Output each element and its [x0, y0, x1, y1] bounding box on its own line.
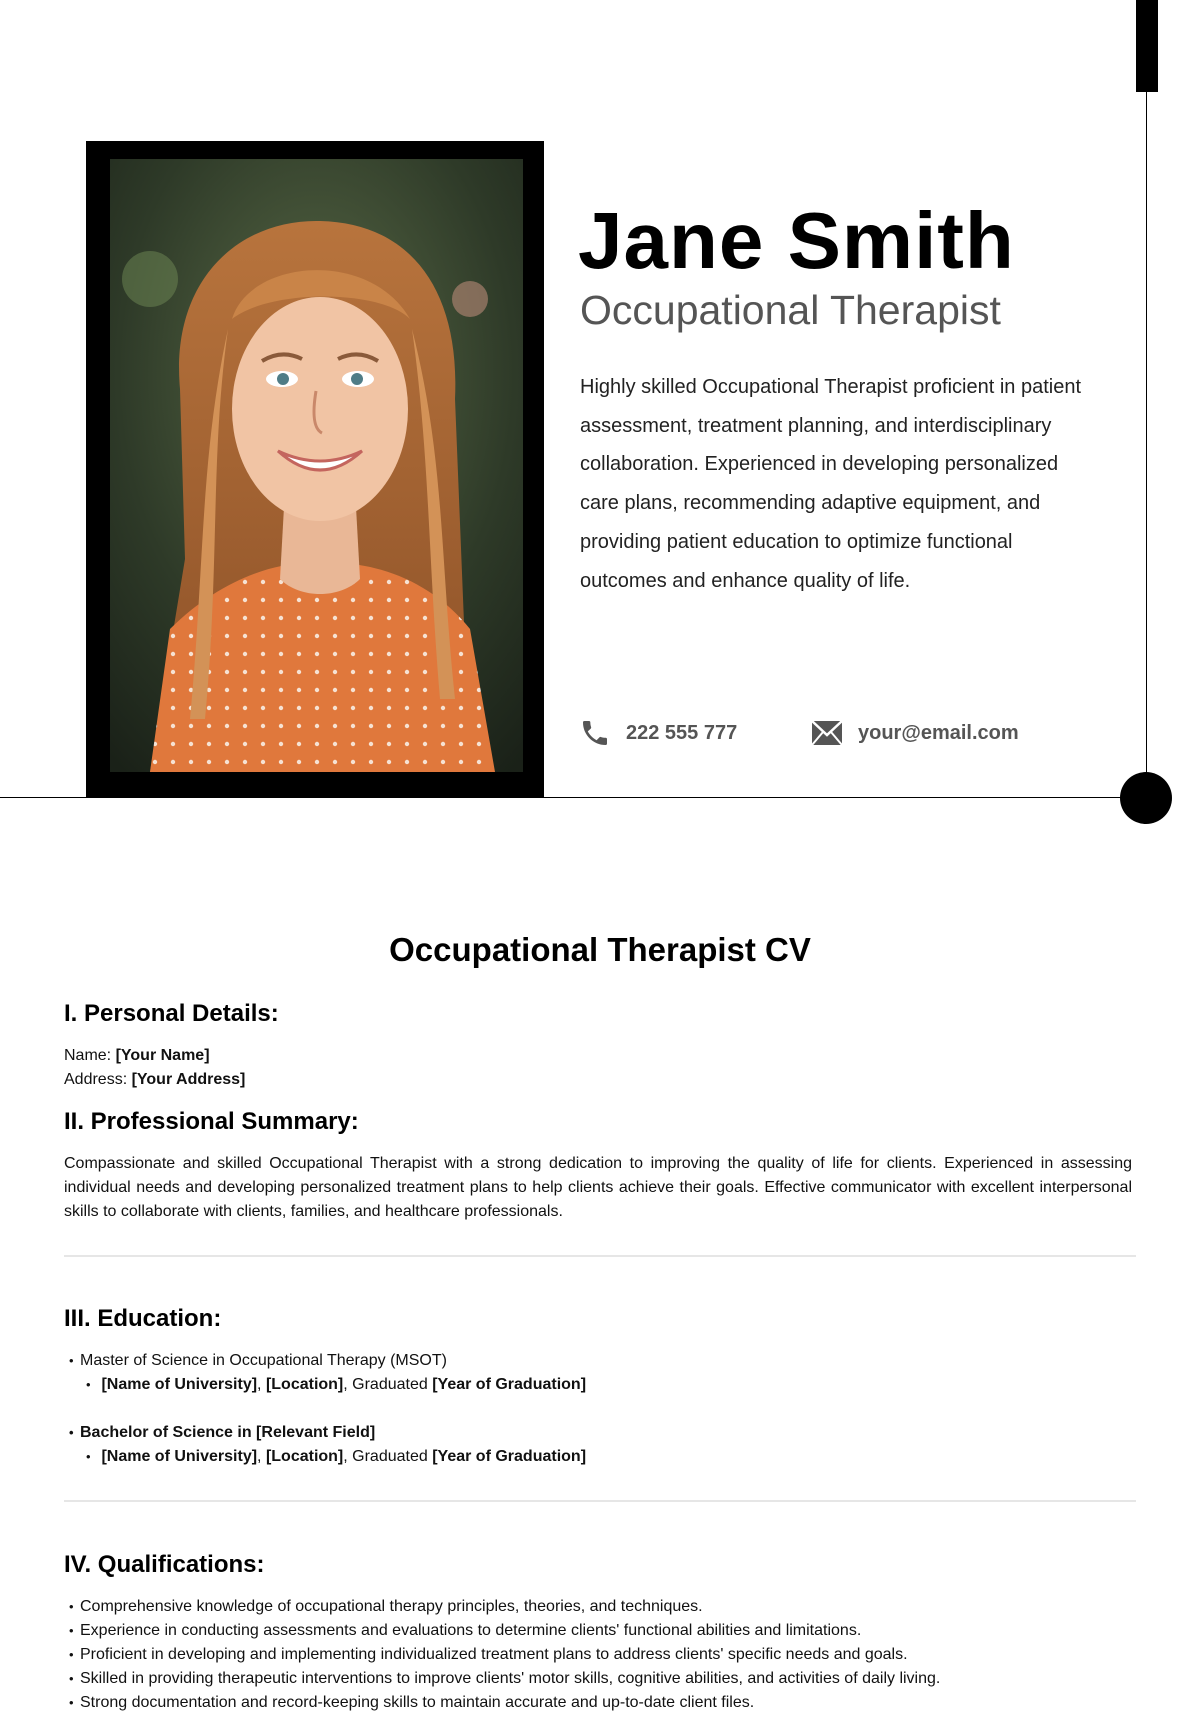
section-divider — [64, 1500, 1136, 1502]
section-heading-personal: I. Personal Details: — [64, 1000, 279, 1027]
section-heading-qualifications: IV. Qualifications: — [64, 1551, 265, 1578]
personal-address-row — [64, 1068, 245, 1092]
profile-photo — [110, 159, 523, 772]
contact-phone[interactable] — [578, 713, 737, 753]
name-value: [Your Name] — [115, 1047, 210, 1064]
vertical-rule — [1146, 0, 1147, 798]
summary-text: Compassionate and skilled Occupational Therapist with a strong dedication to improving the quality of life for clients. Experienced in assessing individual needs and developing personalized treatment plans to help clients achieve their goals. Effective communicator with excellent interpersonal skills to collaborate with clients, families, and healthcare professionals. — [64, 1155, 1132, 1220]
cv-title: Occupational Therapist CV — [389, 931, 811, 968]
top-accent-bar — [1136, 0, 1158, 92]
graduation-year: [Year of Graduation] — [432, 1376, 587, 1393]
address-label: Address: — [64, 1071, 128, 1088]
portrait-illustration — [110, 159, 523, 772]
section-heading-summary: II. Professional Summary: — [64, 1108, 359, 1135]
candidate-role: Occupational Therapist — [580, 287, 1001, 333]
profile-photo-frame — [86, 141, 544, 798]
graduated-label: Graduated — [352, 1448, 428, 1465]
qualification-item: • Proficient in developing and implementing individualized treatment plans to address clients' specific needs and goals. — [80, 1643, 908, 1667]
location: [Location] — [265, 1376, 344, 1393]
section-divider — [64, 1255, 1136, 1257]
name-label: Name: — [64, 1047, 112, 1064]
qualification-item: • Skilled in providing therapeutic interventions to improve clients' motor skills, cognitive abilities, and activities of daily living. — [80, 1667, 940, 1691]
phone-number: 222 555 777 — [626, 721, 738, 744]
graduation-year: [Year of Graduation] — [432, 1448, 587, 1465]
intro-paragraph: Highly skilled Occupational Therapist proficient in patient assessment, treatment planning, and interdisciplinary collaboration. Experienced in developing personalized care plans, recommending adaptive equipment, and providing patient education to optimize functional outcomes and enhance quality of life. — [580, 376, 1082, 592]
location: [Location] — [265, 1448, 344, 1465]
email-address: your@email.com — [858, 721, 1019, 744]
section-heading-education: III. Education: — [64, 1305, 222, 1332]
university: [Name of University] — [101, 1448, 258, 1465]
candidate-name: Jane Smith — [578, 196, 1015, 285]
university: [Name of University] — [101, 1376, 258, 1393]
qualification-item: • Comprehensive knowledge of occupational therapy principles, theories, and techniques. — [80, 1595, 703, 1619]
graduated-label: Graduated — [352, 1376, 428, 1393]
qualification-item: • Experience in conducting assessments and evaluations to determine clients' functional abilities and limitations. — [80, 1619, 861, 1643]
phone-icon — [578, 716, 612, 750]
envelope-icon — [810, 716, 844, 750]
degree-item: • Bachelor of Science in [Relevant Field] — [80, 1421, 375, 1445]
degree-detail: • [Name of University], [Location], Graduated [Year of Graduation] — [97, 1373, 586, 1397]
address-value: [Your Address] — [131, 1071, 246, 1088]
degree-item: • Master of Science in Occupational Therapy (MSOT) — [80, 1349, 447, 1373]
qualification-item: • Strong documentation and record-keeping skills to maintain accurate and up-to-date client files. — [80, 1691, 754, 1715]
contact-email[interactable] — [810, 713, 1019, 753]
accent-dot — [1120, 772, 1172, 824]
degree-detail: • [Name of University], [Location], Graduated [Year of Graduation] — [97, 1445, 586, 1469]
personal-name-row — [64, 1044, 210, 1068]
